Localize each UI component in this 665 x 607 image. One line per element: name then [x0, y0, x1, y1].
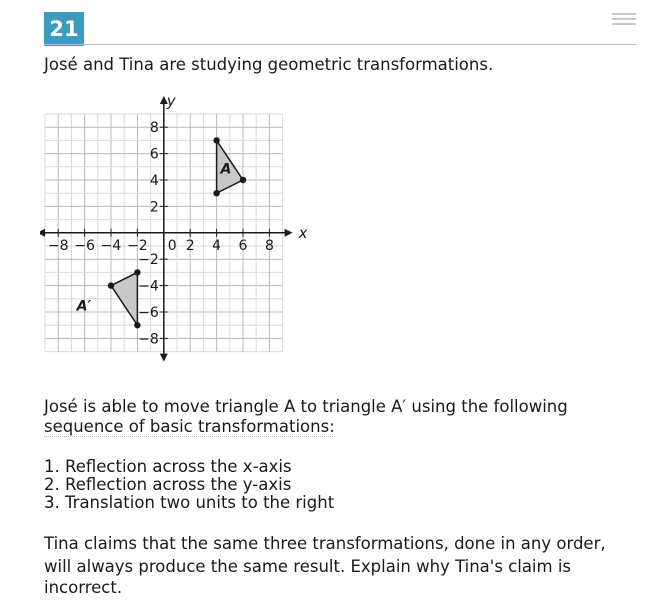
tina-text-line-1: Tina claims that the same three transformations, done in any order, [44, 534, 606, 553]
y-tick-label: 6 [149, 146, 159, 163]
x-tick-label: 8 [264, 237, 274, 254]
vertex-point [240, 177, 246, 183]
x-tick-label: −2 [127, 237, 148, 254]
tina-text-line-2: will always produce the same result. Explain why Tina's claim is [44, 557, 572, 576]
jose-text-line-2 [44, 417, 335, 437]
menu-icon[interactable] [612, 13, 636, 29]
list-item-text: Reflection across the x-axis [65, 457, 292, 476]
question-number-badge: 21 [44, 12, 84, 46]
list-item-text: Translation two units to the right [65, 493, 335, 512]
y-tick-label: −8 [138, 331, 159, 348]
x-tick-label: 6 [238, 237, 248, 254]
x-axis-arrow-right [285, 229, 293, 237]
triangle-a-prime-label: A′ [76, 298, 92, 315]
list-item [44, 458, 334, 476]
vertex-point [134, 322, 140, 328]
question-intro: José and Tina are studying geometric transformations. [44, 55, 494, 74]
y-tick-label: 4 [149, 173, 159, 189]
tina-text-line-3: incorrect. [44, 578, 123, 597]
jose-text-line-2-content: sequence of basic transformations: [44, 417, 335, 436]
list-item [44, 476, 334, 494]
coordinate-grid [40, 90, 330, 380]
y-tick-label: −4 [138, 278, 159, 295]
x-axis-arrow-left [40, 229, 45, 237]
x-tick-label: −4 [100, 237, 122, 254]
y-tick-label: −2 [138, 252, 159, 269]
triangle-a-label: A [220, 161, 232, 178]
header-divider [44, 44, 636, 45]
transformation-list [44, 458, 334, 512]
list-item [44, 494, 334, 512]
y-tick-label: 2 [149, 199, 159, 216]
y-axis-arrow-down [160, 354, 168, 362]
list-item-number: 1. [44, 457, 60, 476]
list-item-number: 3. [44, 493, 60, 512]
vertex-point [213, 137, 219, 143]
y-axis-label: y [166, 92, 176, 110]
x-tick-label: −6 [74, 237, 95, 254]
list-item-number: 2. [44, 475, 60, 494]
vertex-point [134, 269, 140, 275]
x-tick-label: 4 [212, 237, 222, 254]
y-tick-label: 8 [149, 120, 159, 137]
list-item-text: Reflection across the y-axis [65, 475, 292, 494]
x-axis-label: x [298, 223, 308, 242]
origin-label: 0 [167, 237, 177, 254]
jose-text-line-1: José is able to move triangle A to triangle A′ using the following [44, 397, 568, 416]
y-tick-label: −6 [138, 305, 159, 321]
vertex-point [108, 282, 114, 288]
x-tick-label: 2 [185, 237, 195, 254]
x-tick-label: −8 [47, 237, 69, 254]
vertex-point [213, 190, 219, 196]
